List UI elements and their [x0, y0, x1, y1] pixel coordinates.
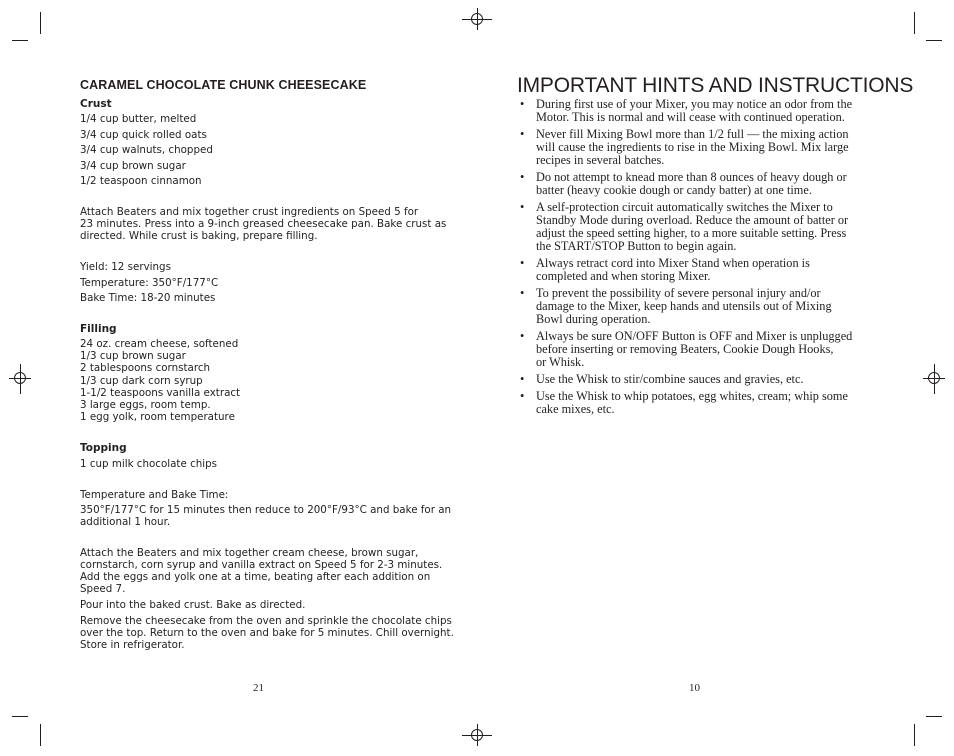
crop-mark	[40, 724, 41, 746]
ingredient-line: 1 egg yolk, room temperature	[80, 411, 235, 423]
temp-text: additional 1 hour.	[80, 516, 171, 528]
recipe-title: CARAMEL CHOCOLATE CHUNK CHEESECAKE	[80, 78, 367, 92]
crust-direction: 23 minutes. Press into a 9-inch greased cheesecake pan. Bake crust as	[80, 218, 447, 230]
page-number-left: 21	[253, 682, 264, 694]
method-text: Attach the Beaters and mix together cream cheese, brown sugar,	[80, 547, 419, 559]
ingredient-line: 1/3 cup brown sugar	[80, 350, 186, 362]
bullet-icon: •	[520, 127, 525, 141]
temp-heading: Temperature and Bake Time:	[80, 489, 229, 501]
ingredient-line: 3/4 cup quick rolled oats	[80, 129, 207, 141]
ingredient-line: 1-1/2 teaspoons vanilla extract	[80, 387, 241, 399]
ingredient-line: 3/4 cup walnuts, chopped	[80, 144, 213, 156]
hints-title: IMPORTANT HINTS AND INSTRUCTIONS	[517, 74, 914, 97]
bullet-icon: •	[520, 372, 525, 386]
bake-time-text: Bake Time: 18-20 minutes	[80, 292, 216, 304]
pour-text: Pour into the baked crust. Bake as directed.	[80, 599, 306, 611]
bullet-icon: •	[520, 389, 525, 403]
crop-mark	[12, 716, 28, 717]
hints-list	[517, 98, 882, 420]
crop-mark	[914, 12, 915, 34]
bullet-icon: •	[520, 200, 525, 214]
crop-mark	[926, 40, 942, 41]
method-text: Add the eggs and yolk one at a time, beating after each addition on	[80, 571, 431, 583]
hint-item: • During first use of your Mixer, you may notice an odor from the Motor. This is normal and will cease with continued operation.	[520, 97, 853, 124]
ingredient-line: 1/3 cup dark corn syrup	[80, 375, 203, 387]
crop-mark	[12, 40, 28, 41]
hint-item: • Never fill Mixing Bowl more than 1/2 full — the mixing action will cause the ingredients to rise in the Mixing Bowl. Mix large recipes in several batches.	[520, 127, 849, 167]
remove-text: Store in refrigerator.	[80, 639, 185, 651]
bullet-icon: •	[520, 329, 525, 343]
temp-text: 350°F/177°C for 15 minutes then reduce to 200°F/93°C and bake for an	[80, 504, 452, 516]
ingredient-line: 1/4 cup butter, melted	[80, 113, 197, 125]
crust-direction: directed. While crust is baking, prepare filling.	[80, 230, 318, 242]
yield-text: Yield: 12 servings	[80, 261, 171, 273]
crop-mark	[40, 12, 41, 34]
crop-mark	[914, 724, 915, 746]
hint-item: • To prevent the possibility of severe personal injury and/or damage to the Mixer, keep hands and utensils out of Mixing Bowl during operation.	[520, 286, 832, 326]
bullet-icon: •	[520, 256, 525, 270]
ingredient-line: 3 large eggs, room temp.	[80, 399, 211, 411]
registration-mark	[477, 8, 478, 30]
registration-mark	[477, 724, 478, 746]
ingredient-line: 24 oz. cream cheese, softened	[80, 338, 239, 350]
crop-mark	[926, 716, 942, 717]
registration-mark	[20, 364, 21, 394]
hint-item: • A self-protection circuit automatically switches the Mixer to Standby Mode during overload. Reduce the amount of batter or adjust the speed setting higher, to a more suitable setting. Press the START/STOP Button to begin again.	[520, 200, 849, 253]
hint-item: • Do not attempt to knead more than 8 ounces of heavy dough or batter (heavy cookie dough or candy batter) at one time.	[520, 170, 847, 197]
page-number-right: 10	[689, 682, 700, 694]
hint-item: • Use the Whisk to stir/combine sauces and gravies, etc.	[520, 372, 804, 386]
registration-mark	[934, 364, 935, 394]
ingredient-line: 2 tablespoons cornstarch	[80, 362, 211, 374]
crust-direction: Attach Beaters and mix together crust ingredients on Speed 5 for	[80, 206, 419, 218]
filling-heading: Filling	[80, 323, 117, 335]
crust-heading: Crust	[80, 98, 112, 110]
remove-text: Remove the cheesecake from the oven and sprinkle the chocolate chips	[80, 615, 452, 627]
temperature-text: Temperature: 350°F/177°C	[80, 277, 219, 289]
ingredient-line: 1/2 teaspoon cinnamon	[80, 175, 202, 187]
bullet-icon: •	[520, 170, 525, 184]
ingredient-line: 3/4 cup brown sugar	[80, 160, 186, 172]
bullet-icon: •	[520, 97, 525, 111]
remove-text: over the top. Return to the oven and bake for 5 minutes. Chill overnight.	[80, 627, 454, 639]
bullet-icon: •	[520, 286, 525, 300]
hint-item: • Use the Whisk to whip potatoes, egg whites, cream; whip some cake mixes, etc.	[520, 389, 848, 416]
hint-item: • Always retract cord into Mixer Stand when operation is completed and when storing Mixer.	[520, 256, 810, 283]
ingredient-line: 1 cup milk chocolate chips	[80, 458, 218, 470]
topping-heading: Topping	[80, 442, 127, 454]
method-text: Speed 7.	[80, 583, 126, 595]
method-text: cornstarch, corn syrup and vanilla extract on Speed 5 for 2-3 minutes.	[80, 559, 443, 571]
hint-item: • Always be sure ON/OFF Button is OFF and Mixer is unplugged before inserting or removing Beaters, Cookie Dough Hooks, or Whisk.	[520, 329, 853, 369]
